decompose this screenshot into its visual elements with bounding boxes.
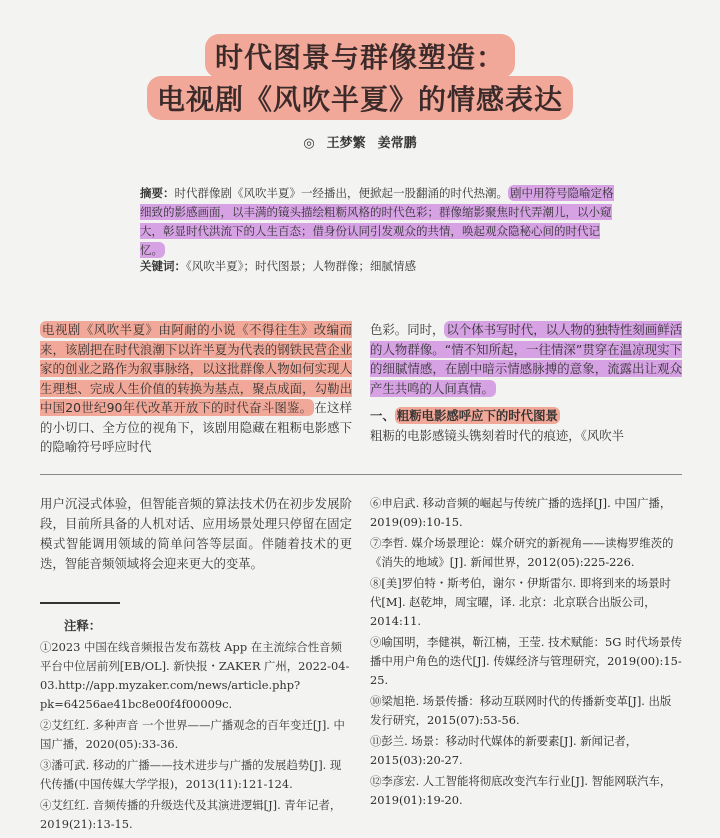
- note-ref-1: ①2023 中国在线音频报告发布荔枝 App 在主流综合性音频平台中位居前列[EB/OL]. 新快报・ZAKER 广州，2022-04-03.http://app.myzaker.com/news/article.php?pk=64256ae41bc8e00f4f00009c.: [40, 640, 350, 711]
- lower-column-right: [370, 494, 682, 812]
- abstract-plain: 时代群像剧《风吹半夏》一经播出，便掀起一股翻涌的时代热潮。: [174, 186, 508, 200]
- note-ref-2: ②艾红红. 多种声音 一个世界——广播观念的百年变迁[J]. 中国广播，2020(05):33-36.: [40, 718, 345, 751]
- body-column-left: [40, 320, 352, 457]
- keywords-text: 《风吹半夏》；时代图景；人物群像；细腻情感: [186, 259, 416, 273]
- notes-title: 注释：: [64, 618, 102, 633]
- body-column-right: [370, 320, 682, 445]
- article-title-line-1: 时代图景与群像塑造：: [205, 34, 515, 78]
- note-ref-4: ④艾红红. 音频传播的升级迭代及其演进逻辑[J]. 青年记者，2019(21):13-15.: [40, 798, 342, 831]
- note-ref-10: ⑩梁旭艳. 场景传播：移动互联网时代的传播新变革[J]. 出版发行研究，2015(07):53-56.: [370, 694, 672, 727]
- keywords-label: 关键词：: [140, 259, 186, 273]
- note-ref-11: ⑪彭兰. 场景：移动时代媒体的新要素[J]. 新闻记者，2015(03):20-27.: [370, 734, 638, 767]
- section-title: 粗粝电影感呼应下的时代图景: [396, 408, 558, 423]
- author-1: 王梦繁: [326, 136, 366, 151]
- section-heading: [370, 406, 682, 426]
- author-2: 姜常鹏: [377, 136, 417, 151]
- notes-divider: [40, 602, 120, 604]
- abstract-label: 摘要：: [140, 186, 175, 200]
- note-ref-9: ⑨喻国明，李健祺，靳江楠，王莹. 技术赋能：5G 时代场景传播中用户角色的迭代[J]. 传媒经济与管理研究，2019(00):15-25.: [370, 635, 682, 687]
- section-number: 一、: [370, 408, 395, 423]
- author-mark: ◎: [303, 136, 315, 151]
- note-ref-6: ⑥申启武. 移动音频的崛起与传统广播的选择[J]. 中国广播，2019(09):10-15.: [370, 496, 672, 529]
- note-ref-3: ③潘可武. 移动的广播——技术进步与广播的发展趋势[J]. 现代传播(中国传媒大学学报)，2013(11):121-124.: [40, 758, 342, 791]
- body-plain-right-2: 粗粝的电影感镜头镌刻着时代的痕迹，《风吹半: [370, 427, 625, 443]
- author-line: [0, 132, 720, 151]
- lower-column-left: [40, 494, 352, 836]
- body-highlight-purple: 以个体书写时代，以人物的独特性刻画鲜活的人物群像。“情不知所起，一往情深”贯穿在温凉现实下的细腻情感，在剧中暗示情感脉搏的意象，流露出让观众产生共鸣的人间真情。: [370, 322, 683, 396]
- keywords: [140, 258, 620, 274]
- title-line-1-wrap: [0, 34, 720, 78]
- note-ref-8: ⑧[美]罗伯特・斯考伯，谢尔・伊斯雷尔. 即将到来的场景时代[M]. 赵乾坤，周宝曜，译. 北京：北京联合出版公司，2014:11.: [370, 576, 671, 628]
- note-ref-7: ⑦李哲. 媒介场景理论：媒介研究的新视角——读梅罗维茨的《消失的地域》[J]. 新闻世界，2012(05):225-226.: [370, 536, 674, 569]
- body-highlight-pink: 电视剧《风吹半夏》由阿耐的小说《不得往生》改编而来，该剧把在时代浪潮下以许半夏为代表的钢铁民营企业家的创业之路作为叙事脉络，以这批群像人物如何实现人生理想、完成人生价值的转换为基点，聚点成面，勾勒出中国20世纪90年代改革开放下的时代奋斗图鉴。: [40, 322, 352, 415]
- title-line-2-wrap: [0, 76, 720, 120]
- body-plain-right-1: 色彩。同时，: [370, 322, 445, 337]
- abstract: [140, 184, 620, 260]
- body-plain-left: 在这样的小切口、全方位的视角下，该剧用隐藏在粗粝电影感下的隐喻符号呼应时代: [40, 400, 352, 454]
- page-divider: [40, 474, 682, 475]
- article-title-line-2: 电视剧《风吹半夏》的情感表达: [147, 76, 573, 120]
- abstract-highlight: 剧中用符号隐喻定格细致的影感画面，以丰满的镜头描绘粗粝风格的时代色彩；群像缩影聚焦时代弄潮儿，以小窥大，彰显时代洪流下的人生百态；借身份认同引发观众的共情，唤起观众隐秘心间的时代记忆。: [140, 186, 614, 257]
- note-ref-12: ⑫李彦宏. 人工智能将彻底改变汽车行业[J]. 智能网联汽车，2019(01):19-20.: [370, 774, 672, 807]
- lower-paragraph: 用户沉浸式体验，但智能音频的算法技术仍在初步发展阶段，目前所具备的人机对话、应用场景处理只停留在固定模式智能调用领域的简单问答等层面。伴随着技术的更迭，智能音频领域将会迎来更大的变革。: [40, 496, 352, 571]
